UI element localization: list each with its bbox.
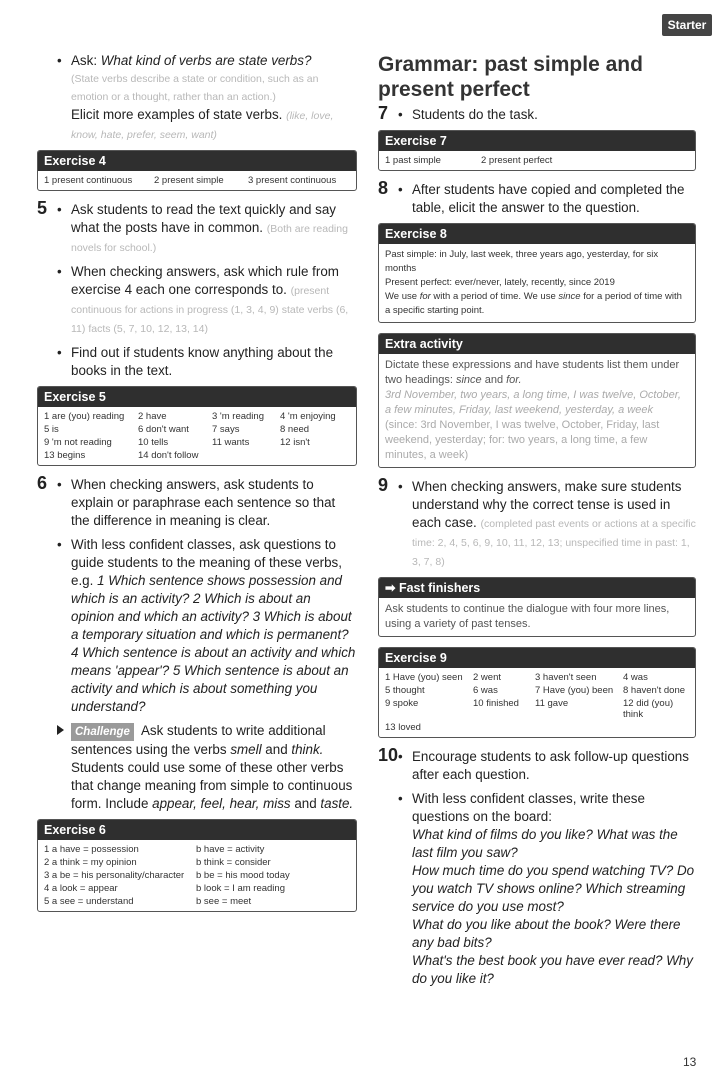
exercise-9-answers [379,668,695,737]
answer-line: Past simple: in July, last week, three years ago, yesterday, for six months [385,249,659,274]
answer-item: 13 begins [44,450,86,461]
answer-item: 7 says [212,424,240,435]
answer-item: 1 a have = possession [44,844,139,855]
guide-questions: 1 Which sentence shows possession and which is an activity? 2 Which is about an opinion and which an activity? 3 Which is about a temporary situation and which is permanent? 4 Which sentence is about an activity and which means 'appear'? 5 Which sentence is about an activity and which is about something you understand? [71,573,356,714]
answer-item: b look = I am reading [196,883,285,894]
challenge-verb: taste. [320,796,354,811]
answer-item: 11 wants [212,437,250,448]
extra-text: Dictate these expressions and have students list them under two headings: [385,359,680,386]
step-9 [378,475,696,571]
answer-item: 5 thought [385,685,425,696]
answer-item: b have = activity [196,844,265,855]
answer-item: 1 past simple [385,155,441,166]
bullet-dot: • [57,202,62,217]
step-text: Ask students to read the text quickly and say what the posts have in common. [71,202,336,235]
answer-fragment: since [558,291,581,302]
step-6-bullet-2 [37,536,357,716]
extra-activity-box [378,333,696,468]
step-8 [378,178,696,217]
extra-answer: (since: 3rd November, I was twelve, October, Friday, last weekend, yesterday; for: two years, a long time, a few minutes, a week) [385,419,660,461]
exercise-9-title: Exercise 9 [379,648,695,668]
step-text: With less confident classes, write these questions on the board: [412,791,645,824]
step-text: Students do the task. [412,107,538,122]
answer-item: 2 present simple [154,175,224,186]
step-number: 10 [378,745,399,765]
answer-fragment: for a period of time with a specific starting point. [385,291,682,316]
answer-item: 1 Have (you) seen [385,672,463,683]
step-text: With less confident classes, ask questions to guide students to the meaning of these verbs, e.g. [71,537,342,588]
exercise-8-answers [379,244,695,322]
page-number: 13 [683,1055,697,1069]
step-number: 8 [378,178,389,198]
answer-item: 7 Have (you) been [535,685,614,696]
fast-finishers-text: Ask students to continue the dialogue with four more lines, using a variety of past tenses. [385,603,670,630]
bullet-dot: • [398,749,403,764]
starter-badge: Starter [662,14,712,36]
challenge-and: and [294,796,317,811]
bullet-dot: • [398,791,403,806]
step-text: After students have copied and completed the table, elicit the answer to the question. [412,182,685,215]
bullet-dot: • [398,479,403,494]
answer-item: 1 are (you) reading [44,411,125,422]
step-answer: (present continuous for actions in progress (1, 3, 4, 9) state verbs (6, 11) facts (5, 7, 10, 12, 13, 14) [71,285,349,335]
answer-item: 3 a be = his personality/character [44,870,185,881]
ask-answer: (State verbs describe a state or condition, such as an emotion or a thought, rather than an action.) [71,73,319,103]
step-5-bullet-2 [37,263,357,338]
extra-activity-body [379,354,695,467]
challenge-item [37,722,357,813]
exercise-6-box [37,819,357,912]
fast-finishers-title [379,578,695,598]
answer-item: 2 went [473,672,501,683]
answer-item: 9 spoke [385,698,419,709]
answer-item: 13 loved [385,722,421,733]
exercise-6-answers [38,840,356,911]
answer-item: 4 was [623,672,648,683]
challenge-text: Students could use some of these other verbs that change meaning from simple to continuous form. Include [71,760,353,811]
answer-item: 12 isn't [280,437,310,448]
exercise-9-box [378,647,696,738]
answer-item: 10 finished [473,698,519,709]
answer-item: 3 haven't seen [535,672,597,683]
ask-question: What kind of verbs are state verbs? [100,53,312,68]
answer-item: 12 did (you) think [623,698,674,720]
section-title: Grammar: past simple and present perfect [378,53,643,101]
exercise-5-answers [38,407,356,465]
extra-expressions: 3rd November, two years, a long time, I was twelve, October, a few minutes, Friday, last weekend, yesterday, a week [385,389,681,416]
answer-item: b be = his mood today [196,870,290,881]
exercise-7-answers [379,151,695,170]
answer-item: 10 tells [138,437,169,448]
exercise-5-box [37,386,357,466]
answer-item: 6 don't want [138,424,189,435]
exercise-4-answers [38,171,356,190]
answer-line: Present perfect: ever/never, lately, recently, since 2019 [385,277,615,288]
bullet-dot: • [398,107,403,122]
step-5-bullet-3 [37,344,357,380]
fast-finishers-box [378,577,696,637]
exercise-7-title: Exercise 7 [379,131,695,151]
challenge-verb: smell [230,742,262,757]
step-7 [378,103,696,124]
answer-item: 2 have [138,411,167,422]
step-text: When checking answers, ask students to explain or paraphrase each sentence so that the difference in meaning is clear. [71,477,336,528]
step-text: Find out if students know anything about the books in the text. [71,345,334,378]
answer-item: 11 gave [535,698,569,709]
challenge-verbs: appear, feel, hear, miss [152,796,291,811]
answer-item: 2 present perfect [481,155,553,166]
board-question: What kind of films do you like? What was the last film you saw? [412,827,678,860]
left-column [37,52,357,922]
exercise-4-title: Exercise 4 [38,151,356,171]
answer-item: 4 'm enjoying [280,411,336,422]
answer-item: 6 was [473,685,498,696]
fast-arrow-icon: ➡ [385,581,396,595]
board-question: What's the best book you have ever read? Why do you like it? [412,953,693,986]
extra-and: and [484,374,504,386]
step-10 [378,745,696,784]
answer-fragment: We use [385,291,420,302]
answer-item: 5 is [44,424,59,435]
step-text: When checking answers, ask which rule from exercise 4 each one corresponds to. [71,264,339,297]
step-text: Encourage students to ask follow-up questions after each question. [412,749,689,782]
challenge-verb: think. [291,742,324,757]
ask-prefix: Ask: [71,53,101,68]
step-answer: (Both are reading novels for school.) [71,223,348,254]
exercise-8-title: Exercise 8 [379,224,695,244]
answer-item: 4 a look = appear [44,883,118,894]
answer-item: b think = consider [196,857,271,868]
elicit-answer: (like, love, know, hate, prefer, seem, want) [71,110,334,141]
step-6 [37,473,357,530]
answer-item: 8 need [280,424,310,435]
answer-line [385,290,689,318]
board-question: What do you like about the book? Were there any bad bits? [412,917,681,950]
answer-item: 3 'm reading [212,411,264,422]
step-text: When checking answers, make sure students understand why the correct tense is used in each case. [412,479,682,530]
bullet-dot: • [57,264,62,279]
answer-item: 1 present continuous [44,175,133,186]
step-number: 6 [37,473,48,493]
arrow-right-icon [57,725,64,735]
answer-item: 8 haven't done [623,685,686,696]
extra-heading: since [455,374,482,386]
exercise-7-box [378,130,696,171]
challenge-label: Challenge [71,723,134,741]
answer-fragment: for [419,291,431,302]
extra-activity-title: Extra activity [379,334,695,354]
bullet-dot: • [57,537,62,552]
answer-item: b see = meet [196,896,252,907]
bullet-dot: • [57,53,62,68]
answer-item: 5 a see = understand [44,896,134,907]
answer-item: 3 present continuous [248,175,337,186]
right-column [378,52,696,994]
elicit-text: Elicit more examples of state verbs. [71,107,283,122]
exercise-5-title: Exercise 5 [38,387,356,407]
bullet-dot: • [57,345,62,360]
bullet-dot: • [57,477,62,492]
step-5 [37,198,357,257]
board-question: How much time do you spend watching TV? Do you watch TV shows online? Which streaming service do you use most? [412,863,695,914]
intro-bullet [37,52,357,144]
answer-item: 14 don't follow [138,450,199,461]
bullet-dot: • [398,182,403,197]
step-answer: (completed past events or actions at a specific time: 2, 4, 5, 6, 9, 10, 11, 12, 13; unspecified time in past: 1, 3, 7, 8) [412,518,696,568]
step-10-bullet-2 [378,790,696,988]
step-number: 7 [378,103,389,123]
answer-fragment: with a period of time. We use [430,291,559,302]
exercise-6-title: Exercise 6 [38,820,356,840]
fast-finishers-label: Fast finishers [398,581,481,595]
step-number: 9 [378,475,389,495]
challenge-and: and [265,742,288,757]
answer-item: 2 a think = my opinion [44,857,137,868]
exercise-4-box [37,150,357,191]
extra-heading: for. [506,374,522,386]
challenge-text: Ask students to write additional sentences using the verbs [71,723,326,757]
step-number: 5 [37,198,48,218]
answer-item: 9 'm not reading [44,437,112,448]
exercise-8-box [378,223,696,323]
